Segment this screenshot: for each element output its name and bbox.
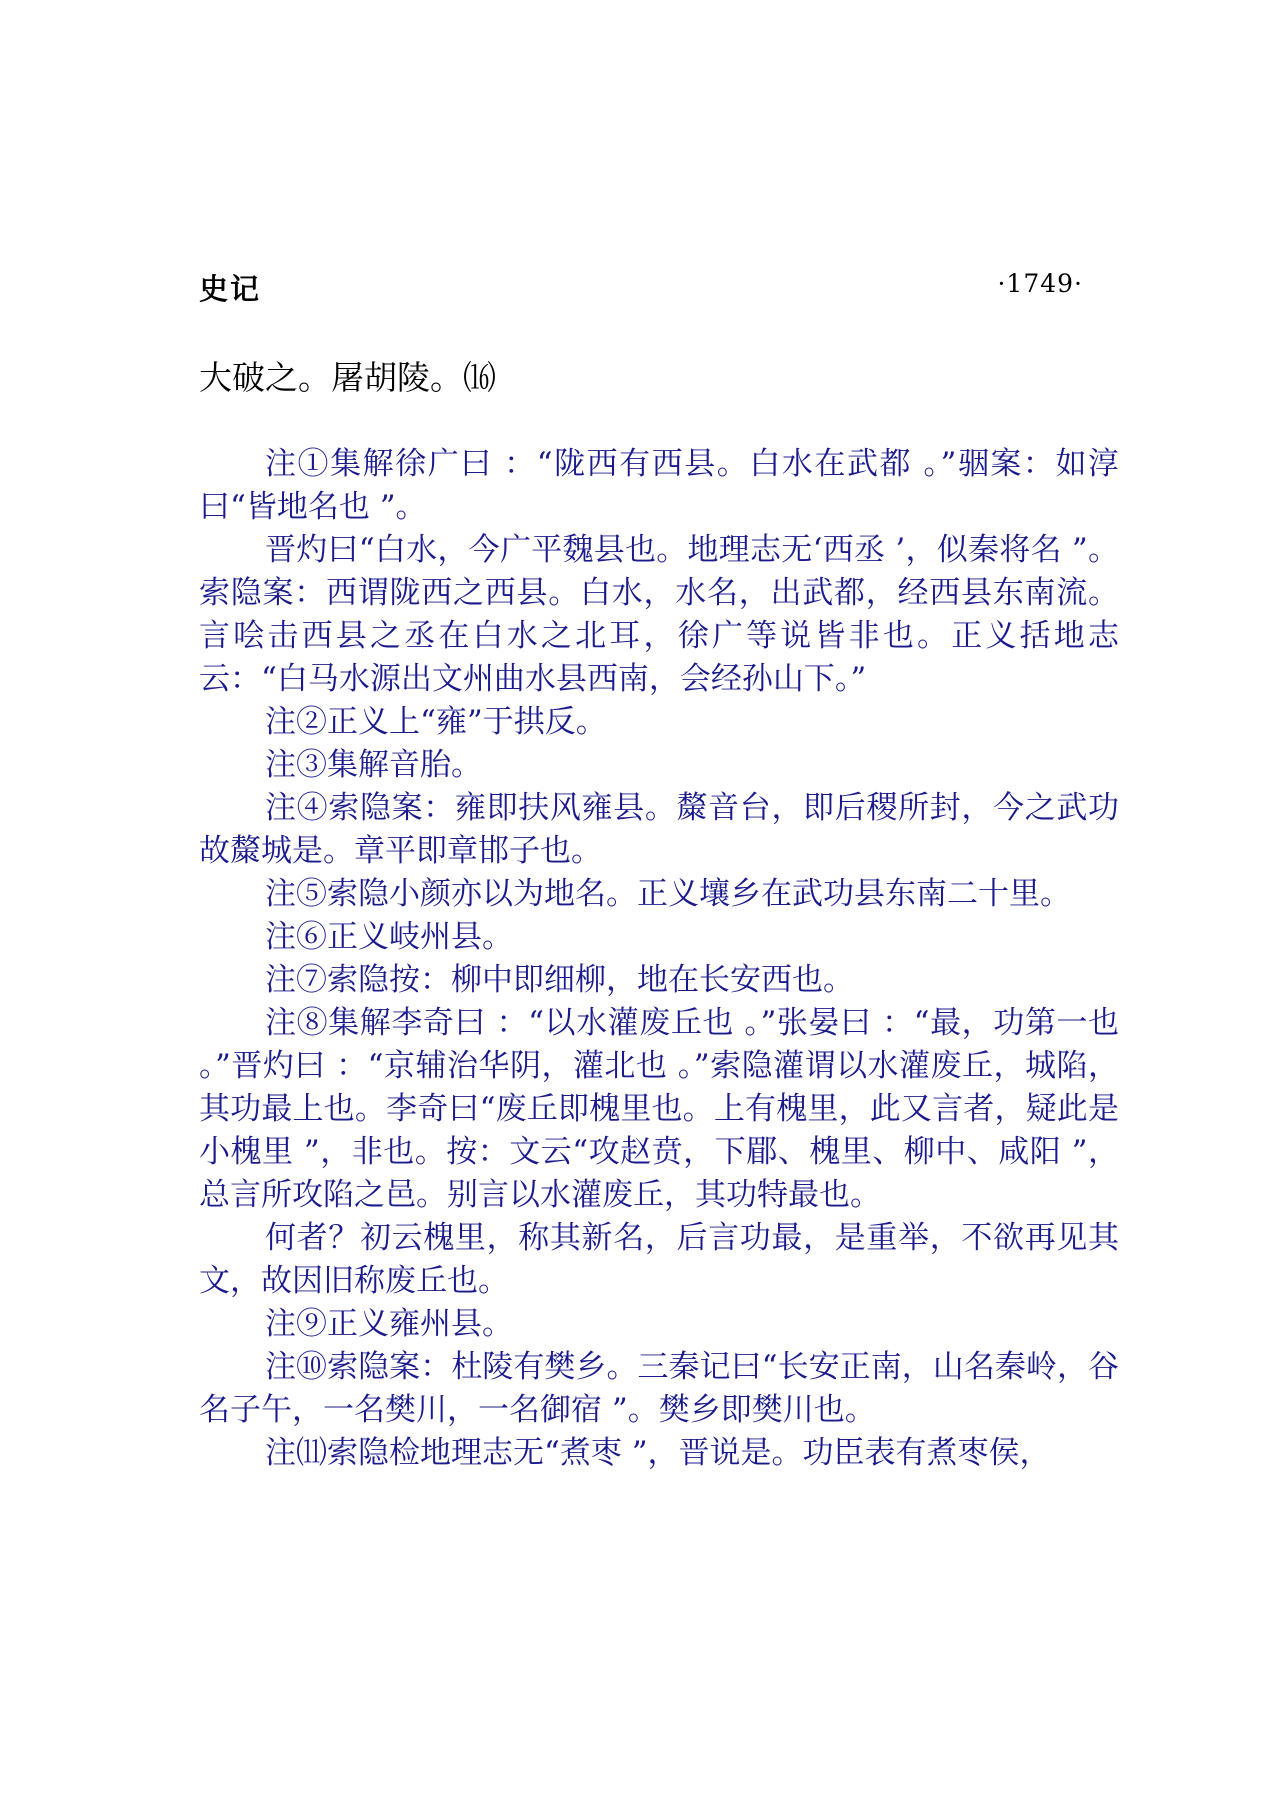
main-text-line: 大破之。屠胡陵。⒃ bbox=[199, 358, 496, 397]
annotation-paragraph: 注④索隐案：雍即扶风雍县。斄音台，即后稷所封，今之武功故斄城是。章平即章邯子也。 bbox=[199, 790, 1119, 869]
annotation-paragraph: 注①集解徐广曰 ：“陇西有西县。白水在武都 。”骃案：如淳曰“皆地名也 ”。 bbox=[199, 446, 1119, 525]
annotation-paragraph: 注⑨正义雍州县。 bbox=[265, 1306, 513, 1342]
annotation-paragraph: 晋灼曰“白水，今广平魏县也。地理志无‘西丞 ’，似秦将名 ”。索隐案：西谓陇西之西县。白水，水名，出武都，经西县东南流。言哙击西县之丞在白水之北耳，徐广等说皆非也。正义括地志云：“白马水源出文州曲水县西南，会经孙山下。” bbox=[199, 532, 1119, 697]
book-title: 史记 bbox=[199, 272, 262, 306]
annotation-block bbox=[199, 443, 1119, 1475]
annotation-paragraph: 注③集解音胎。 bbox=[265, 747, 482, 783]
annotation-paragraph: 注⑾索隐检地理志无“煮枣 ”，晋说是。功臣表有煮枣侯， bbox=[265, 1435, 1051, 1471]
page-number: ·1749· bbox=[997, 269, 1083, 298]
annotation-paragraph: 注⑥正义岐州县。 bbox=[265, 919, 513, 955]
annotation-paragraph: 何者？初云槐里，称其新名，后言功最，是重举，不欲再见其文，故因旧称废丘也。 bbox=[199, 1220, 1119, 1299]
annotation-paragraph: 注②正义上“雍”于拱反。 bbox=[265, 704, 607, 740]
annotation-paragraph: 注⑦索隐按：柳中即细柳，地在长安西也。 bbox=[265, 962, 854, 998]
annotation-paragraph: 注⑩索隐案：杜陵有樊乡。三秦记曰“长安正南，山名秦岭，谷名子午，一名樊川，一名御宿 ”。樊乡即樊川也。 bbox=[199, 1349, 1119, 1428]
annotation-paragraph: 注⑤索隐小颜亦以为地名。正义壤乡在武功县东南二十里。 bbox=[265, 876, 1071, 912]
page-header bbox=[199, 267, 1083, 307]
annotation-paragraph: 注⑧集解李奇曰 ：“以水灌废丘也 。”张晏曰 ：“最，功第一也 。”晋灼曰 ：“京辅治华阴，灌北也 。”索隐灌谓以水灌废丘，城陷，其功最上也。李奇曰“废丘即槐里也。上有槐里，此又言者，疑此是小槐里 ”，非也。按：文云“攻赵贲，下郿、槐里、柳中、咸阳 ”，总言所攻陷之邑。别言以水灌废丘，其功特最也。 bbox=[199, 1005, 1119, 1213]
